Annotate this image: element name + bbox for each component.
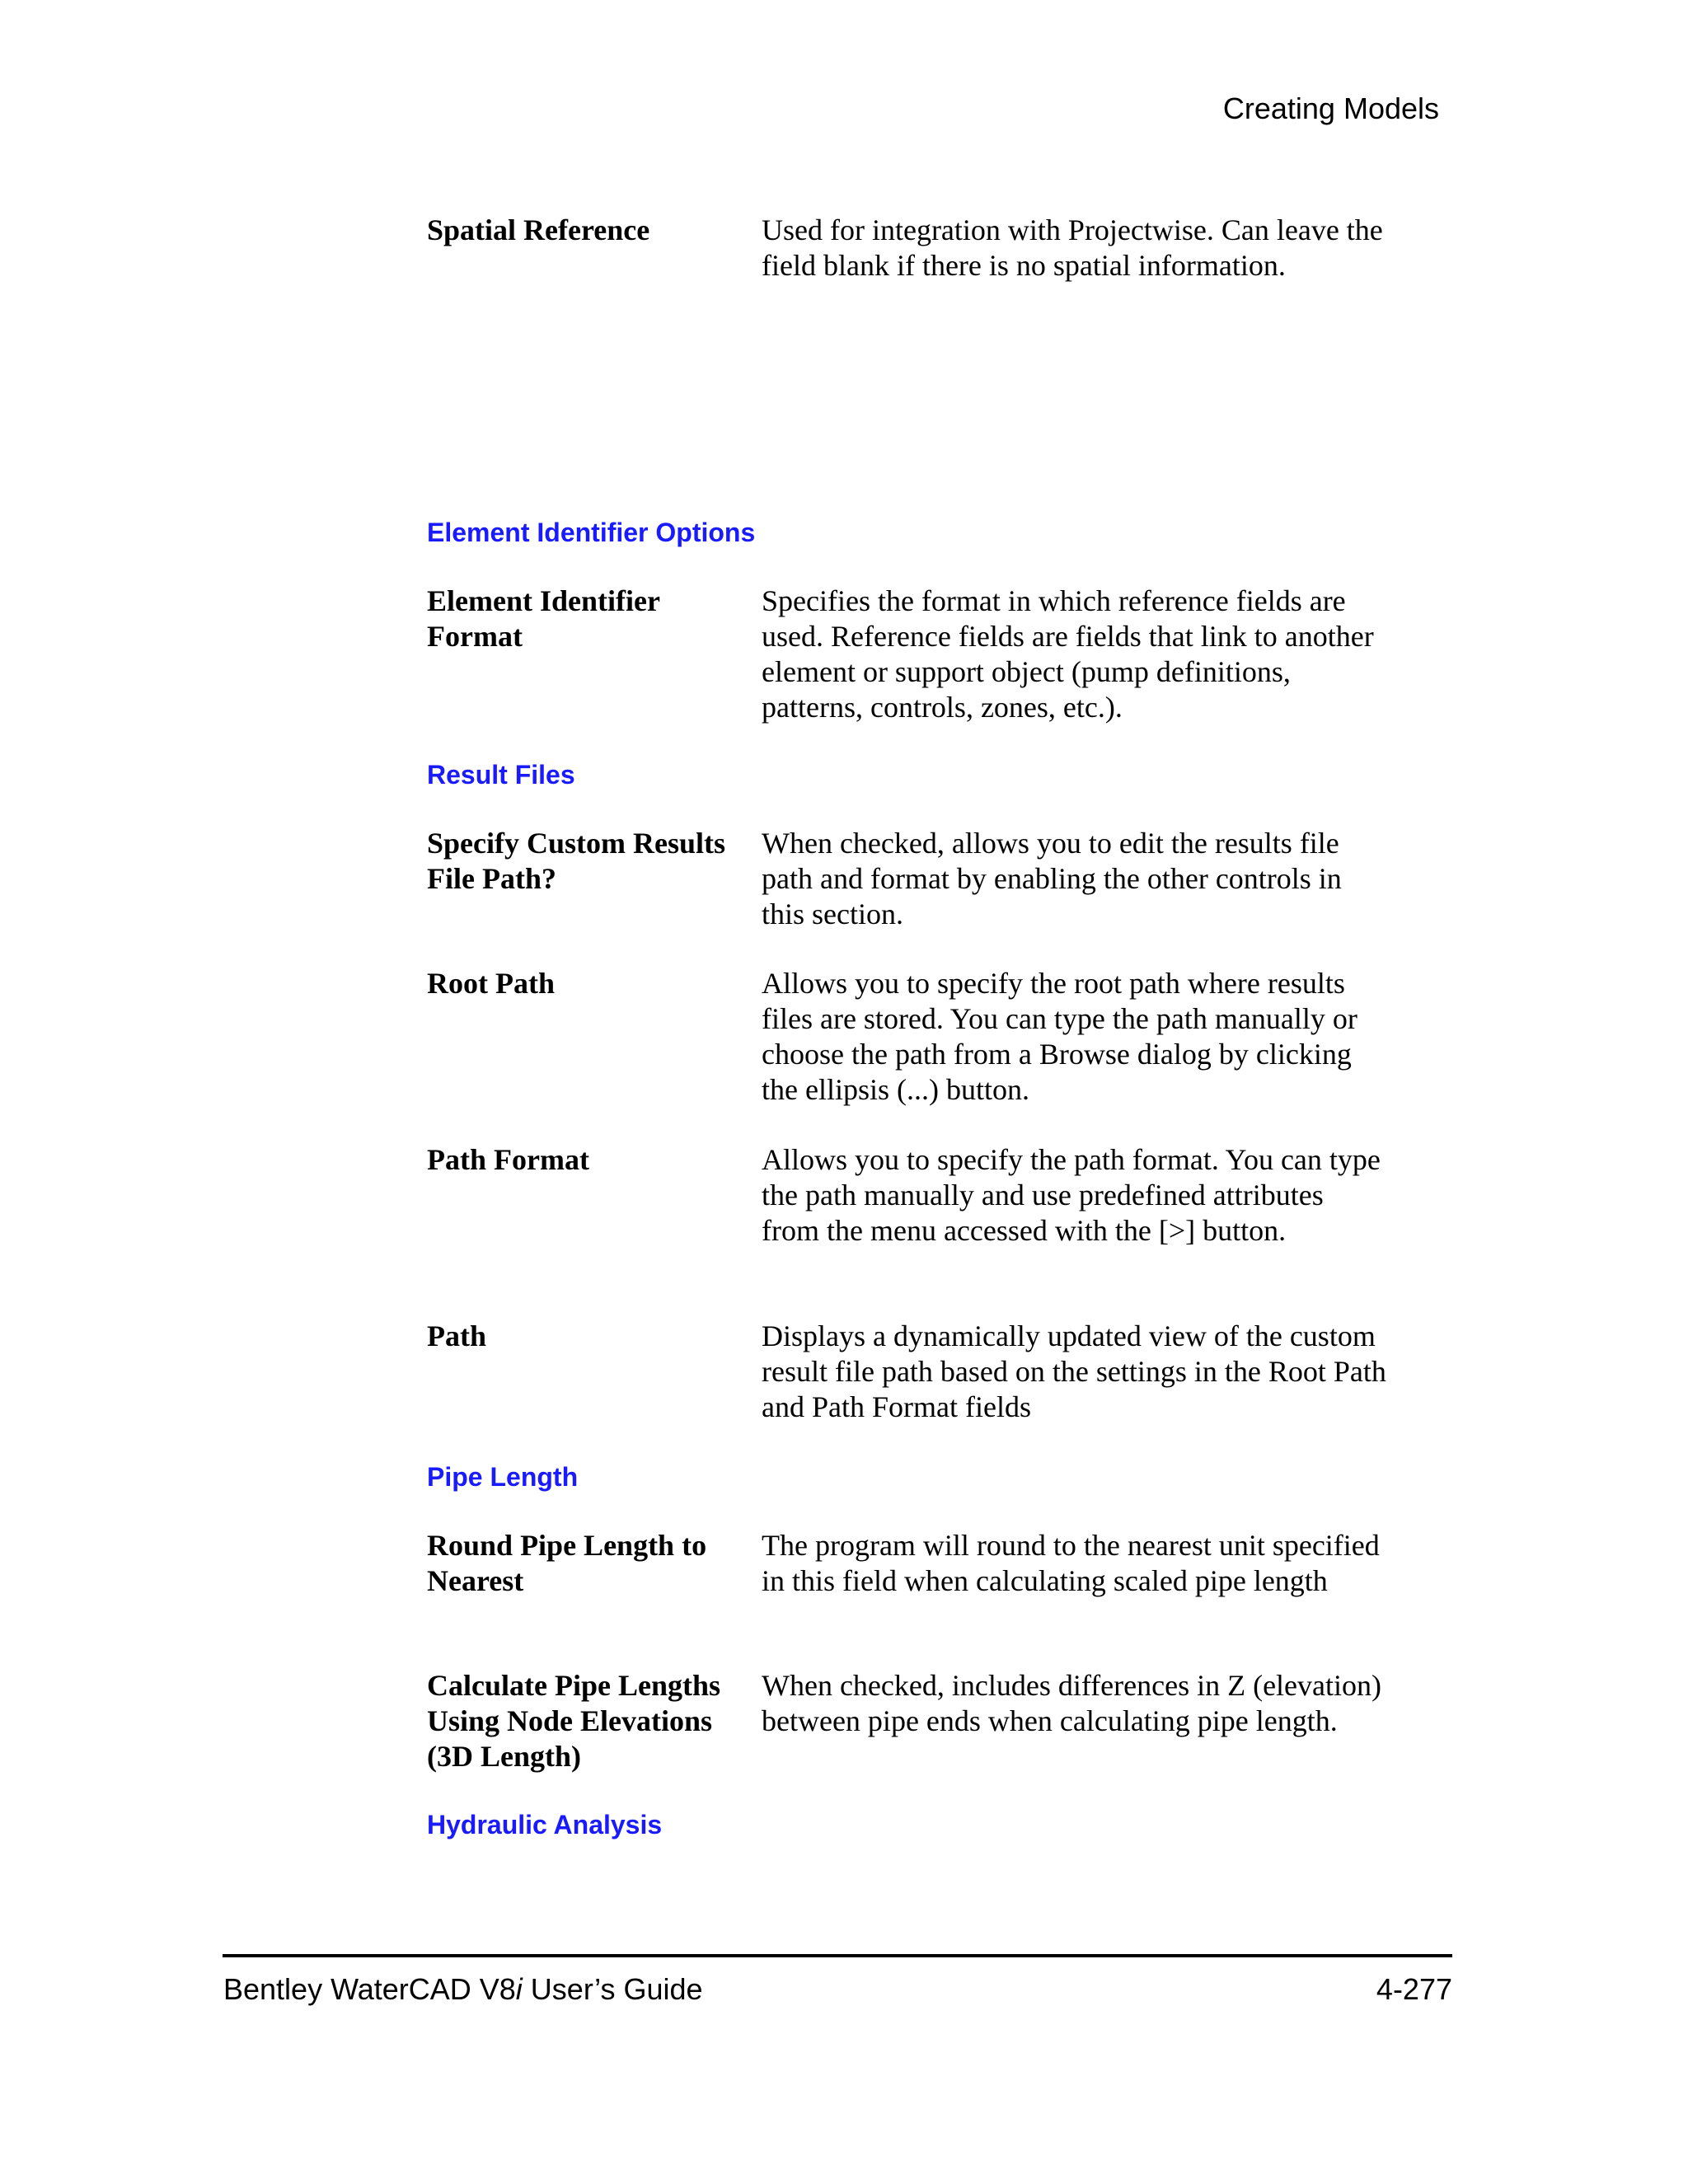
- term-path: Path: [427, 1319, 486, 1352]
- footer-guide-suffix: User’s Guide: [522, 1972, 703, 2006]
- footer-divider: [223, 1954, 1452, 1957]
- term-specify-custom-results-file-path: Specify Custom Results File Path?: [427, 827, 726, 895]
- description-path: Displays a dynamically updated view of the custom result file path based on the settings in the Root Path and Path Format fields: [762, 1319, 1386, 1423]
- section-heading-hydraulic-analysis: Hydraulic Analysis: [427, 1810, 663, 1840]
- page-header-title: Creating Models: [1222, 91, 1439, 125]
- term-spatial-reference: Spatial Reference: [427, 213, 650, 246]
- term-calculate-pipe-lengths: Calculate Pipe Lengths Using Node Elevations (3D Length): [427, 1669, 720, 1773]
- footer-page-number: 4-277: [1376, 1972, 1452, 2006]
- description-path-format: Allows you to specify the path format. You can type the path manually and use predefined attributes from the menu accessed with the [>] button.: [762, 1143, 1381, 1247]
- section-heading-element-identifier-options: Element Identifier Options: [427, 518, 756, 547]
- description-spatial-reference: Used for integration with Projectwise. Can leave the field blank if there is no spatial information.: [762, 213, 1383, 282]
- term-root-path: Root Path: [427, 967, 555, 1000]
- section-heading-pipe-length: Pipe Length: [427, 1462, 579, 1492]
- term-path-format: Path Format: [427, 1143, 589, 1176]
- section-heading-result-files: Result Files: [427, 760, 575, 790]
- footer-guide-prefix: Bentley WaterCAD V8: [223, 1972, 516, 2006]
- footer-guide-title: [223, 1971, 703, 2008]
- term-element-identifier-format: Element Identifier Format: [427, 584, 660, 653]
- term-round-pipe-length: Round Pipe Length to Nearest: [427, 1529, 707, 1597]
- description-specify-custom-results-file-path: When checked, allows you to edit the results file path and format by enabling the other controls in this section.: [762, 827, 1342, 930]
- description-round-pipe-length: The program will round to the nearest unit specified in this field when calculating scaled pipe length: [762, 1529, 1380, 1597]
- description-element-identifier-format: Specifies the format in which reference fields are used. Reference fields are fields that link to another element or support object (pump definitions, patterns, controls, zones, etc.).: [762, 584, 1374, 724]
- footer-guide-italic: i: [515, 1972, 523, 2006]
- description-calculate-pipe-lengths: When checked, includes differences in Z (elevation) between pipe ends when calculating pipe length.: [762, 1669, 1381, 1737]
- description-root-path: Allows you to specify the root path where results files are stored. You can type the path manually or choose the path from a Browse dialog by clicking the ellipsis (...) button.: [762, 967, 1357, 1106]
